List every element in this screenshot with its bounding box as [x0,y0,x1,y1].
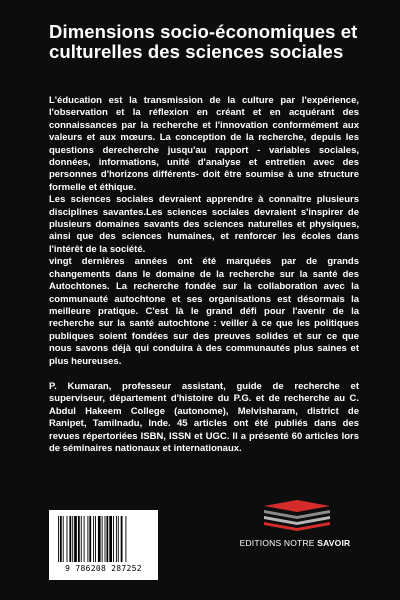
back-cover-description [49,95,359,368]
publisher-brand: SAVOIR [317,538,351,548]
barcode-bars [57,516,150,562]
publisher-prefix: EDITIONS NOTRE [239,538,315,548]
description-paragraph-1: L'éducation est la transmission de la culture par l'expérience, l'observation et la réflexion en créant et en acquérant des connaissances par la recherche et l'innovation conformément aux valeurs et aux mœurs. La conception de la recherche, depuis les questions derecherche jusqu'au rapport - variables sociales, données, informations, unité d'analyse et entretien avec des personnes d'horizons différents- doit être soumise à une structure formelle et éthique. [49,95,359,193]
isbn-barcode [49,510,158,580]
description-paragraph-2: Les sciences sociales devraient apprendre à connaître plusieurs disciplines savantes.Les sciences sociales devraient s'inspirer de plusieurs domaines savants des sciences naturelles et physiques, ainsi que des sciences humaines, et renforcer les écoles dans l'intérêt de la société. [49,194,359,255]
publisher-name [225,538,365,548]
author-bio: P. Kumaran, professeur assistant, guide de recherche et superviseur, département d'histoire du P.G. et de recherche au C. Abdul Hakeem College (autonome), Melvisharam, district de Ranipet, Tamilnadu, Inde. 45 articles ont été publiés dans des revues répertoriées ISBN, ISSN et UGC. Il a présenté 60 articles lors de séminaires nationaux et internationaux. [49,381,359,455]
book-title: Dimensions socio-économiques et culturelles des sciences sociales [49,21,358,62]
publisher-logo-icon [252,500,342,534]
isbn-digits: 9 786208 287252 [65,564,142,573]
description-paragraph-3: vingt dernières années ont été marquées par de grands changements dans le domaine de la recherche sur la santé des Autochtones. La recherche fondée sur la collaboration avec la communauté autochtone et ses organisations est désormais la meilleure pratique. C'est là le grand défi pour l'avenir de la recherche sur la santé autochtone : veiller à ce que les politiques publiques soient fondées sur des preuves solides et sur ce que nous savons déjà qui conduira à des communautés plus saines et plus heureuses. [49,256,359,367]
